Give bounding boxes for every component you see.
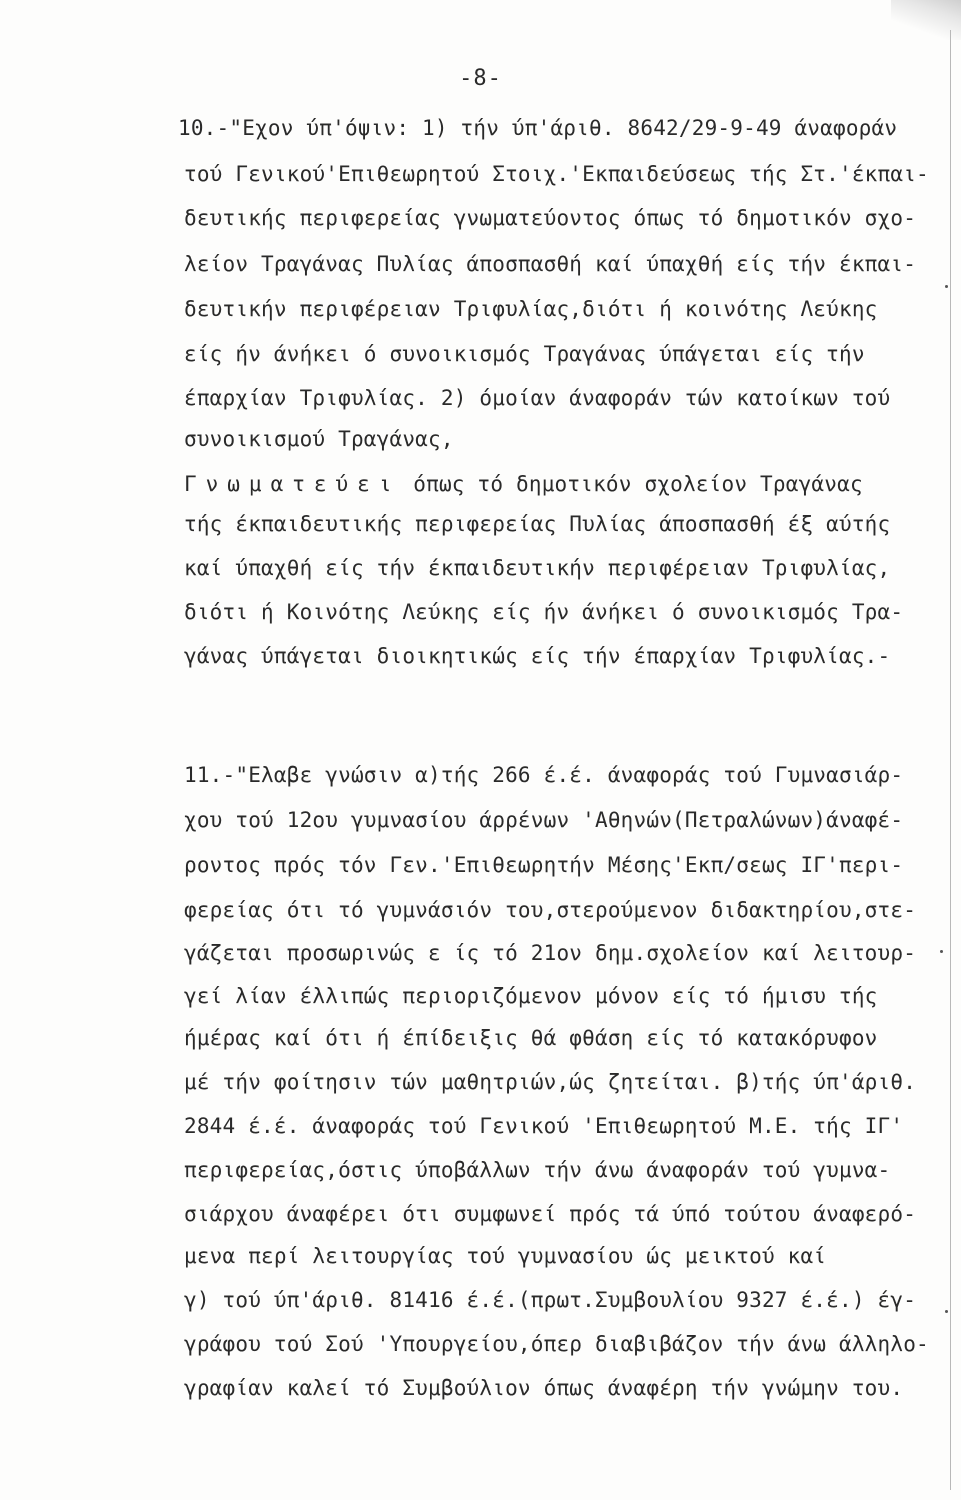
item-10-line: 10.-"Εχον ύπ'όψιν: 1) τήν ύπ'άριθ. 8642/29-9-49 άναφοράν xyxy=(178,116,898,140)
item-11-line: σιάρχου άναφέρει ότι συμφωνεί πρός τά ύπό τούτου άναφερό- xyxy=(184,1202,917,1226)
decision-line: γάνας ύπάγεται διοικητικώς είς τήν έπαρχίαν Τριφυλίας.- xyxy=(184,644,891,668)
item-11-line: 11.-"Ελαβε γνώσιν α)τής 266 έ.έ. άναφοράς τού Γυμνασιάρ- xyxy=(184,763,904,787)
item-10-line: τού Γενικού'Επιθεωρητού Στοιχ.'Εκπαιδεύσεως τής Στ.'έκπαι- xyxy=(184,162,929,186)
item-11-line: ροντος πρός τόν Γεν.'Επιθεωρητήν Μέσης'Εκπ/σεως ΙΓ'περι- xyxy=(184,853,904,877)
item-11-line: 2844 έ.έ. άναφοράς τού Γενικού 'Επιθεωρητού Μ.Ε. τής ΙΓ' xyxy=(184,1114,904,1138)
item-10-line: λείον Τραγάνας Πυλίας άποσπασθή καί ύπαχθή είς τήν έκπαι- xyxy=(184,252,917,276)
item-10-line: είς ήν άνήκει ό συνοικισμός Τραγάνας ύπάγεται είς τήν xyxy=(184,342,865,366)
item-10-line: έπαρχίαν Τριφυλίας. 2) όμοίαν άναφοράν τών κατοίκων τού xyxy=(184,386,891,410)
page-number: -8- xyxy=(459,66,502,91)
item-11-line: γάζεται προσωρινώς ε ίς τό 21ον δημ.σχολείον καί λειτουρ- xyxy=(184,941,917,965)
item-11-line: περιφερείας,όστις ύποβάλλων τήν άνω άναφοράν τού γυμνα- xyxy=(184,1158,891,1182)
decision-word: Γνωματεύει xyxy=(184,472,401,496)
item-11-line: γ) τού ύπ'άριθ. 81416 έ.έ.(πρωτ.Συμβουλίου 9327 έ.έ.) έγ- xyxy=(184,1288,917,1312)
item-11-line: γεί λίαν έλλιπώς περιοριζόμενον μόνον είς τό ήμισυ τής xyxy=(184,984,878,1008)
item-11-line: μέ τήν φοίτησιν τών μαθητριών,ώς ζητείται. β)τής ύπ'άριθ. xyxy=(184,1070,917,1094)
decision-line xyxy=(184,469,944,499)
item-11-line: χου τού 12ου γυμνασίου άρρένων 'Αθηνών(Πετραλώνων)άναφέ- xyxy=(184,808,904,832)
item-10-line: δευτικής περιφερείας γνωματεύοντος όπως τό δημοτικόν σχο- xyxy=(184,206,917,230)
item-10-line: δευτικήν περιφέρειαν Τριφυλίας,διότι ή κοινότης Λεύκης xyxy=(184,297,878,321)
page-edge-line xyxy=(950,30,951,1490)
ink-speck xyxy=(940,950,943,953)
ink-speck xyxy=(945,285,948,288)
decision-line: τής έκπαιδευτικής περιφερείας Πυλίας άποσπασθή έξ αύτής xyxy=(184,512,891,536)
item-10-line: συνοικισμού Τραγάνας, xyxy=(184,427,454,451)
decision-line: καί ύπαχθή είς τήν έκπαιδευτικήν περιφέρειαν Τριφυλίας, xyxy=(184,556,891,580)
item-11-line: μενα περί λειτουργίας τού γυμνασίου ώς μεικτού καί xyxy=(184,1244,827,1268)
item-11-line: ήμέρας καί ότι ή έπίδειξις θά φθάση είς τό κατακόρυφον xyxy=(184,1026,878,1050)
item-11-line: γράφου τού Σού 'Υπουργείου,όπερ διαβιβάζον τήν άνω άλληλο- xyxy=(184,1332,929,1356)
item-11-line: φερείας ότι τό γυμνάσιόν του,στερούμενον διδακτηρίου,στε- xyxy=(184,898,917,922)
ink-speck xyxy=(945,1310,948,1313)
item-11-line: γραφίαν καλεί τό Συμβούλιον όπως άναφέρη τήν γνώμην του. xyxy=(184,1376,904,1400)
decision-line-rest: όπως τό δημοτικόν σχολείον Τραγάνας xyxy=(400,472,863,496)
decision-line: διότι ή Κοινότης Λεύκης είς ήν άνήκει ό συνοικισμός Τρα- xyxy=(184,600,904,624)
